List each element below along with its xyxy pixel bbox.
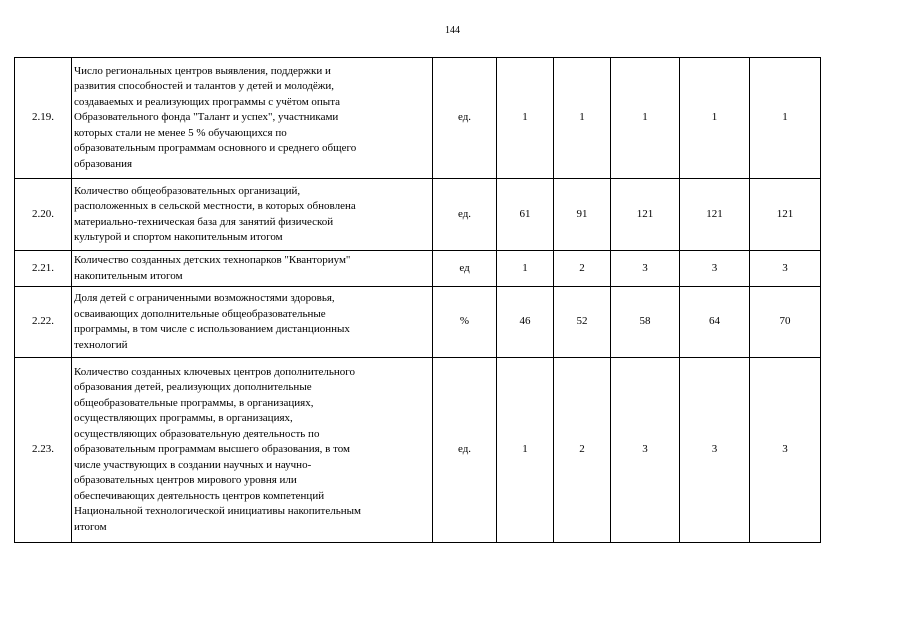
value-cell: 2 <box>554 358 611 543</box>
value-cell: 1 <box>497 251 554 287</box>
value-cell: 121 <box>611 179 680 251</box>
value-cell: 58 <box>611 287 680 358</box>
value-cell: 1 <box>554 58 611 179</box>
unit-cell: ед. <box>433 58 497 179</box>
unit-cell: ед. <box>433 179 497 251</box>
page-number: 144 <box>445 25 460 36</box>
value-cell: 3 <box>611 358 680 543</box>
value-cell: 3 <box>750 251 821 287</box>
row-number: 2.21. <box>15 251 72 287</box>
value-cell: 91 <box>554 179 611 251</box>
indicator-description: Количество созданных детских технопарков "Кванториум" накопительным итогом <box>72 251 433 287</box>
value-cell: 52 <box>554 287 611 358</box>
indicator-description: Количество общеобразовательных организаций, расположенных в сельской местности, в которых обновлена материально-техническая база для занятий физической культурой и спортом накопительным итогом <box>72 179 433 251</box>
indicator-description: Количество созданных ключевых центров дополнительного образования детей, реализующих дополнительные общеобразовательные программы, в организациях, осуществляющих программы, в организациях, осуществляющих образовательную деятельность по образовательным программам высшего образования, в том числе участвующих в создании научных и научно- образовательных центров мирового уровня или обеспечивающих деятельность центров компетенций Национальной технологической инициативы накопительным итогом <box>72 358 433 543</box>
value-cell: 1 <box>611 58 680 179</box>
unit-cell: ед. <box>433 358 497 543</box>
indicators-table <box>14 57 821 543</box>
value-cell: 1 <box>680 58 750 179</box>
value-cell: 3 <box>611 251 680 287</box>
value-cell: 121 <box>680 179 750 251</box>
table-row <box>15 58 821 179</box>
value-cell: 3 <box>680 251 750 287</box>
value-cell: 1 <box>497 58 554 179</box>
indicator-description: Доля детей с ограниченными возможностями здоровья, осваивающих дополнительные общеобразовательные программы, в том числе с использованием дистанционных технологий <box>72 287 433 358</box>
table-row <box>15 358 821 543</box>
row-number: 2.19. <box>15 58 72 179</box>
row-number: 2.22. <box>15 287 72 358</box>
value-cell: 1 <box>497 358 554 543</box>
value-cell: 61 <box>497 179 554 251</box>
table-row <box>15 287 821 358</box>
value-cell: 46 <box>497 287 554 358</box>
unit-cell: ед <box>433 251 497 287</box>
value-cell: 3 <box>680 358 750 543</box>
value-cell: 121 <box>750 179 821 251</box>
table-row <box>15 251 821 287</box>
row-number: 2.20. <box>15 179 72 251</box>
unit-cell: % <box>433 287 497 358</box>
row-number: 2.23. <box>15 358 72 543</box>
value-cell: 1 <box>750 58 821 179</box>
indicator-description: Число региональных центров выявления, поддержки и развития способностей и талантов у детей и молодёжи, создаваемых и реализующих программы с учётом опыта Образовательного фонда "Талант и успех", участниками которых стали не менее 5 % обучающихся по образовательным программам основного и среднего общего образования <box>72 58 433 179</box>
value-cell: 2 <box>554 251 611 287</box>
value-cell: 3 <box>750 358 821 543</box>
value-cell: 64 <box>680 287 750 358</box>
table-row <box>15 179 821 251</box>
value-cell: 70 <box>750 287 821 358</box>
